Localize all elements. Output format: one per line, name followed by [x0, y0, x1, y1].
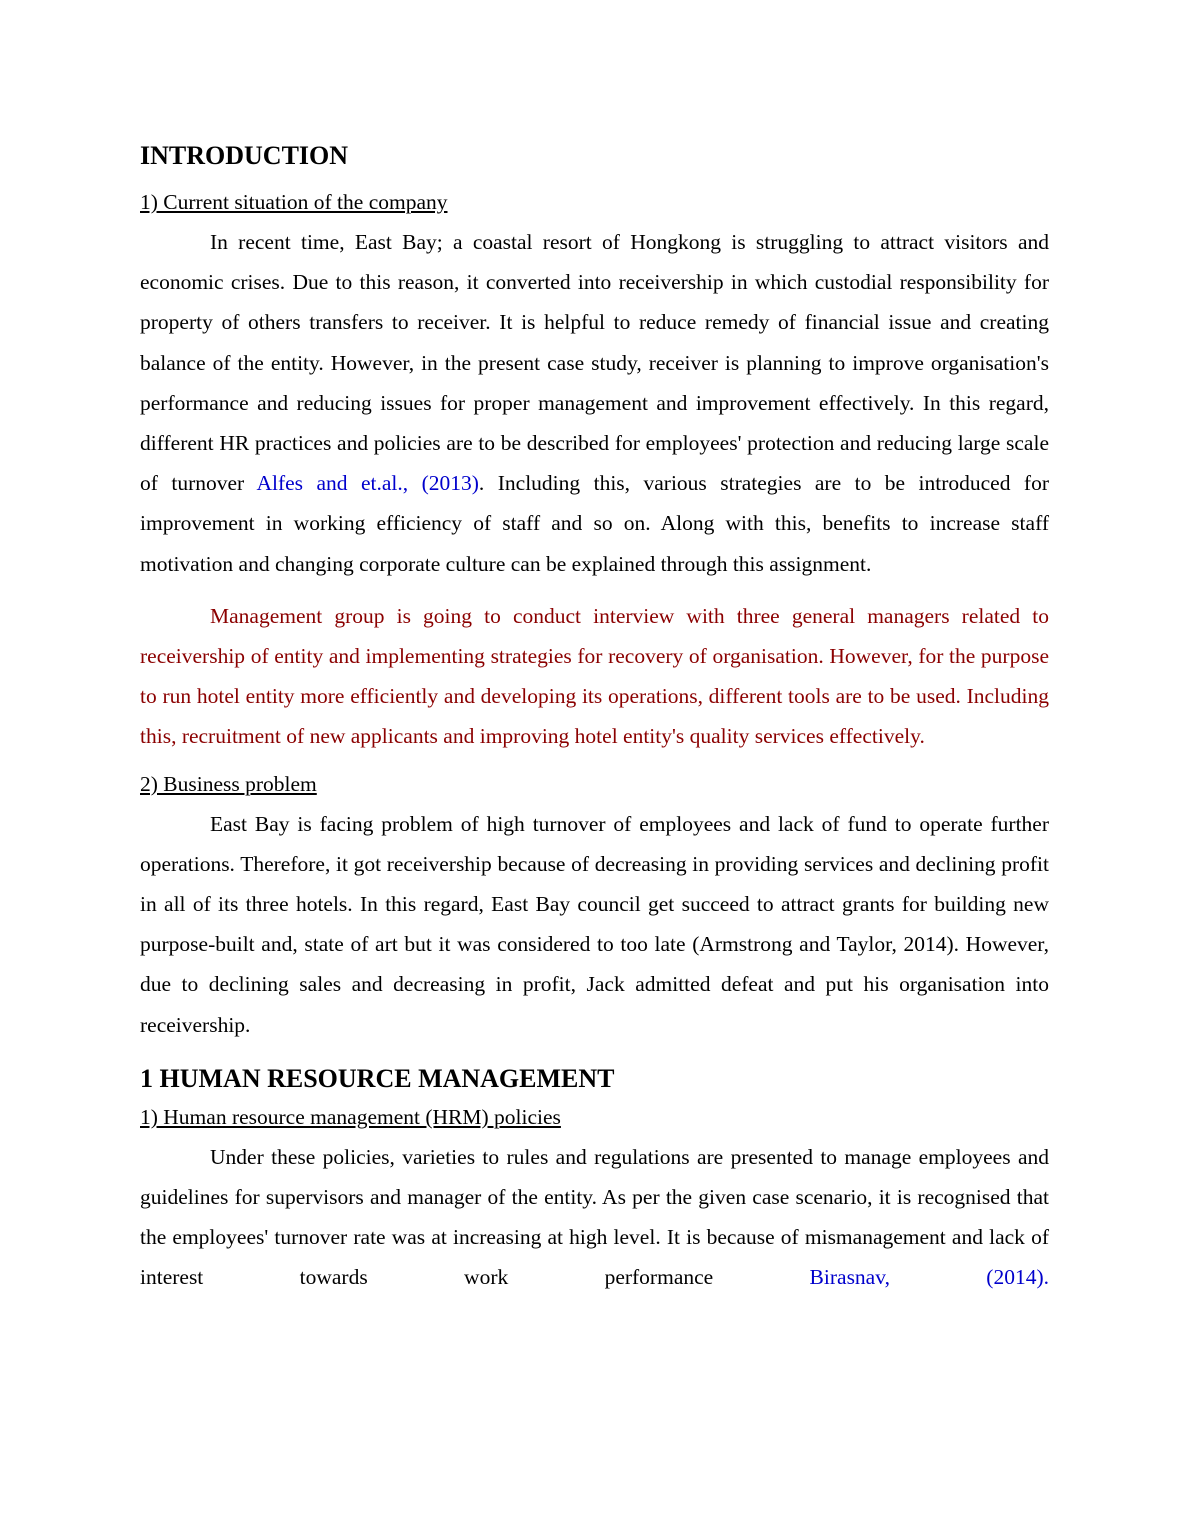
- citation-birasnav: Birasnav, (2014).: [809, 1265, 1049, 1290]
- subsection-title-current-situation: 1) Current situation of the company: [140, 190, 448, 214]
- subsection-title-business-problem: 2) Business problem: [140, 771, 317, 796]
- paragraph-management-group: Management group is going to conduct interview with three general managers related to receivership of entity and implementing strategies for recovery of organisation. However, for the purpose to run hotel entity more efficiently and developing its operations, different tools are to be used. Including this, recruitment of new applicants and improving hotel entity's quality services effectively.: [140, 603, 1049, 749]
- citation-alfes: Alfes and et.al., (2013): [256, 471, 479, 496]
- paragraph-business-problem: East Bay is facing problem of high turnover of employees and lack of fund to operate further operations. Therefore, it got receivership because of decreasing in providing services and declining profit in all of its three hotels. In this regard, East Bay council get succeed to attract grants for building new purpose-built and, state of art but it was considered to too late (Armstrong and Taylor, 2014). However, due to declining sales and decreasing in profit, Jack admitted defeat and put his organisation into receivership.: [140, 811, 1049, 1037]
- paragraph-hrm-policies: [140, 1137, 1049, 1298]
- document-page: [140, 138, 1049, 1298]
- paragraph-text: In recent time, East Bay; a coastal resort of Hongkong is struggling to attract visitors and economic crises. Due to this reason, it converted into receivership in which custodial responsibility for property of others transfers to receiver. It is helpful to reduce remedy of financial issue and creating balance of the entity. However, in the present case study, receiver is planning to improve organisation's performance and reducing issues for proper management and improvement effectively. In this regard, different HR practices and policies are to be described for employees' protection and reducing large scale of turnover: [140, 230, 1049, 496]
- section-heading-hrm: 1 HUMAN RESOURCE MANAGEMENT: [140, 1063, 615, 1093]
- subsection-title-hrm-policies: 1) Human resource management (HRM) policies: [140, 1104, 561, 1129]
- paragraph-current-situation: [140, 222, 1049, 584]
- paragraph-text: . Including this, various strategies are to be introduced for improvement in working efficiency of staff and so on. Along with this, benefits to increase staff motivation and changing corporate culture can be explained through this assignment.: [140, 471, 1049, 576]
- paragraph-text: Under these policies, varieties to rules and regulations are presented to manage employees and guidelines for supervisors and manager of the entity. As per the given case scenario, it is recognised that the employees' turnover rate was at increasing at high level. It is because of mismanagement and lack of interest towards work performance: [140, 1144, 1049, 1290]
- section-heading-introduction: INTRODUCTION: [140, 141, 349, 170]
